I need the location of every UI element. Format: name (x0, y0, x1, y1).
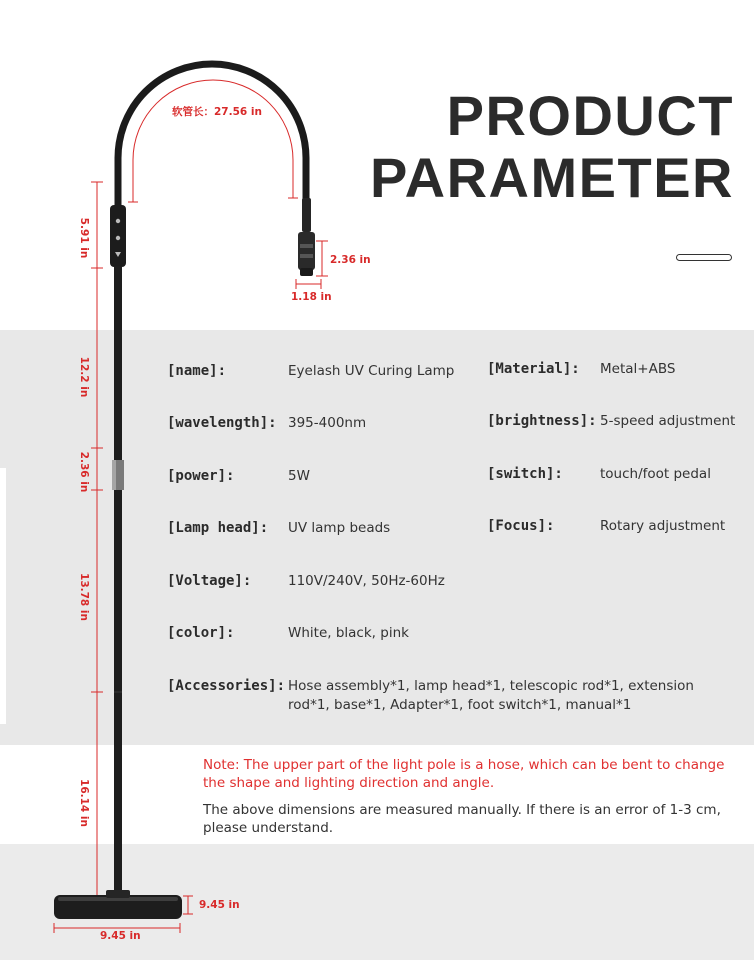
lamp-head (298, 232, 315, 270)
gooseneck-hose (118, 64, 306, 210)
seg1-label: 5.91 in (78, 217, 90, 259)
title-line-1: PRODUCT (446, 84, 734, 147)
param-value-power: 5W (288, 468, 310, 484)
param-value-focus: Rotary adjustment (600, 518, 726, 534)
mode-button-icon (116, 236, 120, 240)
param-value-wavelength: 395-400nm (288, 415, 367, 431)
param-label-switch: [switch]: (487, 466, 563, 482)
param-value-brightness: 5-speed adjustment (600, 413, 736, 429)
measurement-note: The above dimensions are measured manually. If there is an error of 1-3 cm, please understand. (203, 802, 721, 836)
param-label-lamp-head: [Lamp head]: (167, 520, 269, 536)
head-width-label: 1.18 in (291, 291, 332, 303)
param-label-name: [name]: (167, 363, 227, 379)
lamp-neck (302, 198, 311, 232)
param-label-accessories: [Accessories]: (167, 678, 286, 694)
upper-pole (114, 266, 122, 462)
param-label-voltage: [Voltage]: (167, 573, 252, 589)
lower-pole (114, 490, 122, 900)
hose-dimension-arc (133, 80, 293, 202)
seg4-label: 13.78 in (78, 573, 90, 621)
param-value-switch: touch/foot pedal (600, 466, 711, 482)
seg5-label: 16.14 in (78, 779, 90, 827)
param-label-material: [Material]: (487, 361, 580, 377)
param-value-name: Eyelash UV Curing Lamp (288, 363, 455, 379)
param-value-voltage: 110V/240V, 50Hz-60Hz (288, 573, 445, 589)
hose-note: Note: The upper part of the light pole is a hose, which can be bent to change the shape and lighting direction and angle. (203, 757, 725, 791)
seg2-label: 12.2 in (78, 356, 90, 398)
decorative-pill (676, 254, 732, 261)
title-line-2: PARAMETER (369, 146, 734, 209)
param-value-lamp-head: UV lamp beads (288, 520, 391, 536)
param-label-brightness: [brightness]: (487, 413, 597, 429)
param-value-color: White, black, pink (288, 625, 409, 641)
seg3-label: 2.36 in (78, 451, 90, 493)
param-label-power: [power]: (167, 468, 235, 484)
param-label-color: [color]: (167, 625, 235, 641)
param-value-material: Metal+ABS (600, 361, 676, 377)
param-value-accessories: Hose assembly*1, lamp head*1, telescopic rod*1, extension rod*1, base*1, Adapter*1, foot switch*1, manual*1 (288, 678, 694, 713)
base-height-label: 9.45 in (199, 899, 240, 911)
power-button-icon (116, 219, 120, 223)
base-width-label: 9.45 in (100, 930, 141, 942)
param-label-wavelength: [wavelength]: (167, 415, 277, 431)
hose-length-label: 软管长：27.56 in (172, 106, 262, 118)
param-label-focus: [Focus]: (487, 518, 555, 534)
head-height-label: 2.36 in (330, 254, 371, 266)
